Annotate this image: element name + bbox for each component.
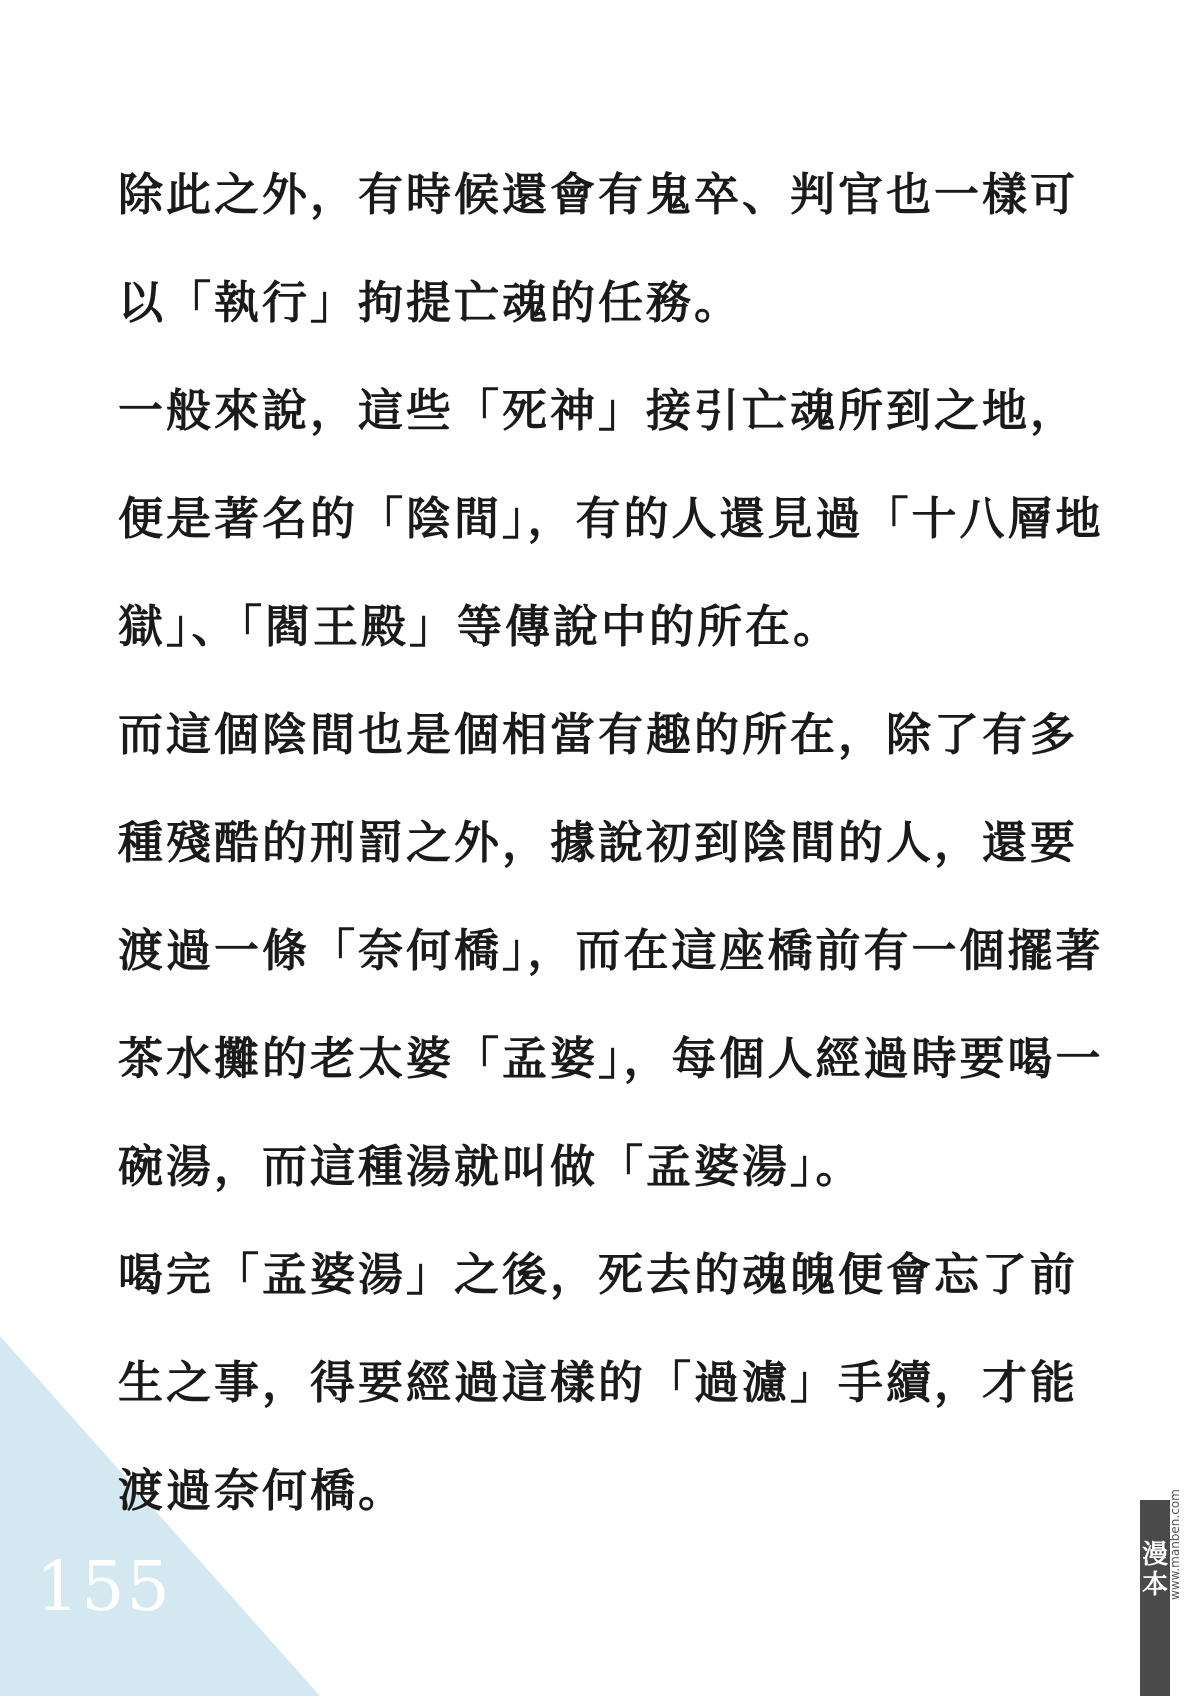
watermark-logo (1140, 1500, 1170, 1696)
page-body (118, 165, 1118, 1569)
text-line: 生之事，得要經過這樣的「過濾」手續，才能 (118, 1356, 1079, 1409)
text-line: 而這個陰間也是個相當有趣的所在，除了有多 (118, 708, 1079, 761)
text-line: 種殘酷的刑罰之外，據說初到陰間的人，還要 (118, 816, 1079, 869)
text-line: 渡過一條「奈何橋」，而在這座橋前有一個擺著 (118, 924, 1104, 977)
text-line: 便是著名的「陰間」，有的人還見過「十八層地 (118, 492, 1104, 545)
text-line: 茶水攤的老太婆「孟婆」，每個人經過時要喝一 (118, 1032, 1104, 1085)
text-line: 以「執行」拘提亡魂的任務。 (118, 276, 743, 329)
text-line: 渡過奈何橋。 (118, 1464, 407, 1517)
text-line: 獄」、「閻王殿」等傳說中的所在。 (118, 600, 842, 653)
text-line: 喝完「孟婆湯」之後，死去的魂魄便會忘了前 (118, 1248, 1079, 1301)
watermark-url: www.manben.com (1168, 1489, 1182, 1600)
page-number: 155 (36, 1548, 172, 1627)
watermark-logo-text: 漫本 (1141, 1540, 1168, 1600)
text-line: 碗湯，而這種湯就叫做「孟婆湯」。 (118, 1140, 864, 1193)
text-line: 一般來說，這些「死神」接引亡魂所到之地， (118, 384, 1079, 437)
watermark (1140, 1489, 1188, 1696)
text-line: 除此之外，有時候還會有鬼卒、判官也一樣可 (118, 168, 1079, 221)
